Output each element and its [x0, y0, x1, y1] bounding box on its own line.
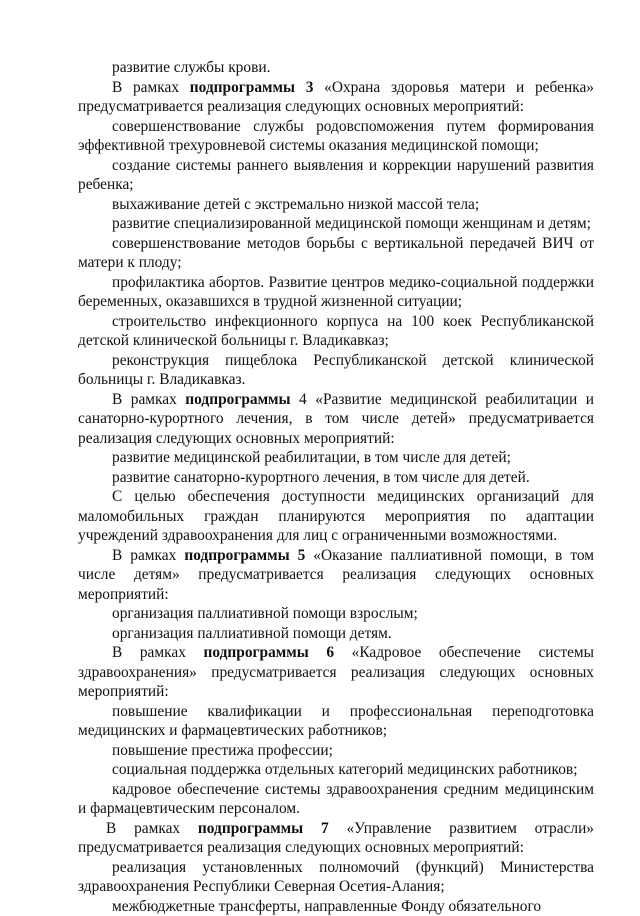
paragraph: создание системы раннего выявления и коррекции нарушений развития ребенка;: [78, 156, 594, 195]
paragraph: развитие санаторно-курортного лечения, в том числе для детей.: [78, 468, 594, 488]
subprogram-label: подпрограммы 5: [184, 547, 305, 564]
subprogram-label: подпрограммы: [185, 391, 290, 408]
paragraph-subprogram-7: В рамках подпрограммы 7 «Управление развитием отрасли» предусматривается реализация следующих основных мероприятий:: [78, 819, 594, 858]
paragraph: совершенствование методов борьбы с вертикальной передачей ВИЧ от матери к плоду;: [78, 234, 594, 273]
subprogram-label: подпрограммы 3: [190, 79, 314, 96]
paragraph: развитие службы крови.: [78, 58, 594, 78]
paragraph: развитие специализированной медицинской помощи женщинам и детям;: [78, 214, 594, 234]
paragraph-subprogram-4: В рамках подпрограммы 4 «Развитие медицинской реабилитации и санаторно-курортного лечения, в том числе детей» предусматривается реализация следующих основных мероприятий:: [78, 390, 594, 449]
paragraph-subprogram-5: В рамках подпрограммы 5 «Оказание паллиативной помощи, в том числе детям» предусматривается реализация следующих основных мероприятий:: [78, 546, 594, 605]
paragraph: социальная поддержка отдельных категорий медицинских работников;: [78, 760, 594, 780]
paragraph-subprogram-3: В рамках подпрограммы 3 «Охрана здоровья матери и ребенка» предусматривается реализация следующих основных мероприятий:: [78, 78, 594, 117]
paragraph: развитие медицинской реабилитации, в том числе для детей;: [78, 448, 594, 468]
paragraph: выхаживание детей с экстремально низкой массой тела;: [78, 195, 594, 215]
paragraph: межбюджетные трансферты, направленные Фонду обязательного: [78, 897, 594, 916]
paragraph: реконструкция пищеблока Республиканской детской клинической больницы г. Владикавказ.: [78, 351, 594, 390]
paragraph: организация паллиативной помощи детям.: [78, 624, 594, 644]
subprogram-label: подпрограммы 6: [204, 644, 335, 661]
paragraph: повышение престижа профессии;: [78, 741, 594, 761]
subprogram-label: подпрограммы 7: [198, 820, 329, 837]
paragraph: повышение квалификации и профессиональная переподготовка медицинских и фармацевтических работников;: [78, 702, 594, 741]
paragraph: реализация установленных полномочий (функций) Министерства здравоохранения Республики Северная Осетия-Алания;: [78, 858, 594, 897]
paragraph: кадровое обеспечение системы здравоохранения средним медицинским и фармацевтическим персоналом.: [78, 780, 594, 819]
paragraph: организация паллиативной помощи взрослым;: [78, 604, 594, 624]
paragraph: С целью обеспечения доступности медицинских организаций для маломобильных граждан планируются мероприятия по адаптации учреждений здравоохранения для лиц с ограниченными возможностями.: [78, 487, 594, 546]
document-body: [78, 58, 594, 916]
paragraph: строительство инфекционного корпуса на 100 коек Республиканской детской клинической больницы г. Владикавказ;: [78, 312, 594, 351]
paragraph: профилактика абортов. Развитие центров медико-социальной поддержки беременных, оказавшихся в трудной жизненной ситуации;: [78, 273, 594, 312]
paragraph-subprogram-6: В рамках подпрограммы 6 «Кадровое обеспечение системы здравоохранения» предусматривается реализация следующих основных мероприятий:: [78, 643, 594, 702]
paragraph: совершенствование службы родовспоможения путем формирования эффективной трехуровневой системы оказания медицинской помощи;: [78, 117, 594, 156]
